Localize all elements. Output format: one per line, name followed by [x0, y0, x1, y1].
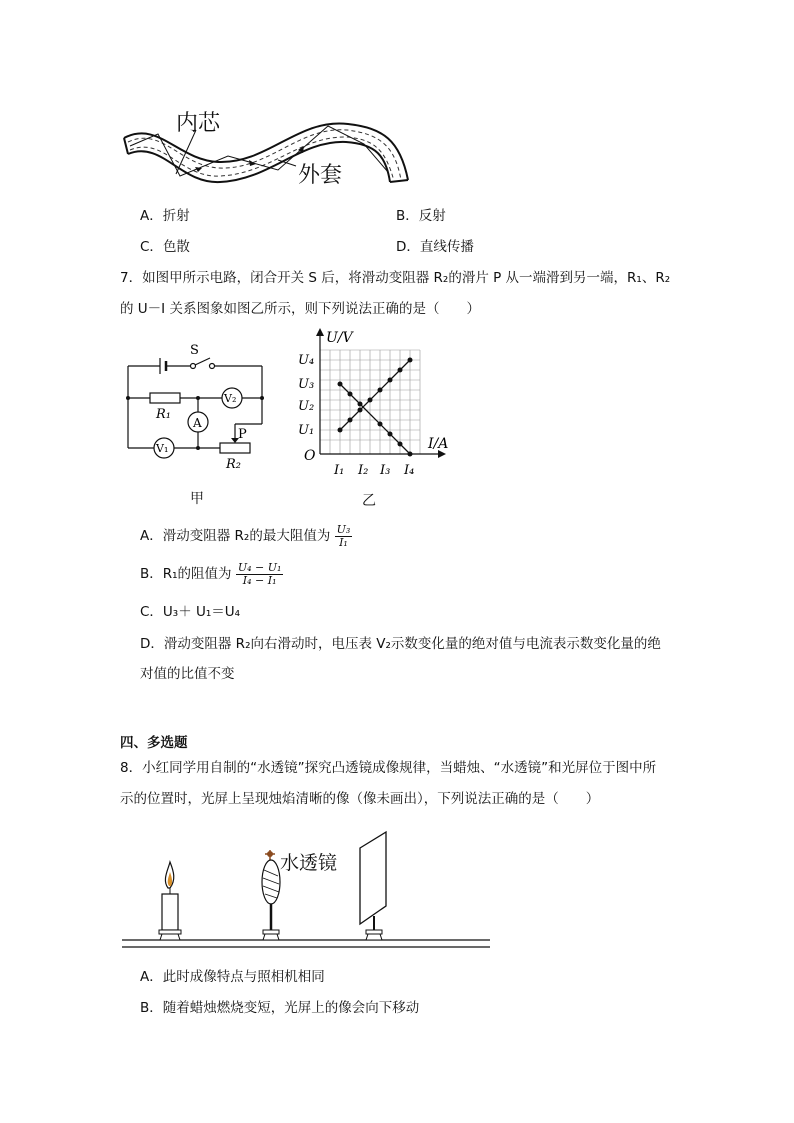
- cladding-label: 外套: [298, 163, 343, 188]
- circuit-caption: 甲: [190, 491, 204, 507]
- q7-option-a[interactable]: A．滑动变阻器 R₂的最大阻值为 $\frac{\text{U₃}}{\text{I₁}}$: [140, 522, 351, 549]
- q6-option-b[interactable]: B．反射: [396, 208, 446, 224]
- core-label: 内芯: [176, 111, 221, 136]
- q7-option-d-line1[interactable]: D．滑动变阻器 R₂向右滑动时，电压表 V₂示数变化量的绝对值与电流表示数变化量的绝: [140, 636, 661, 652]
- v1-label: V₁: [156, 442, 169, 455]
- section-heading: 四、多选题: [120, 735, 188, 751]
- q7-stem-line1: 7．如图甲所示电路，闭合开关 S 后，将滑动变阻器 R₂的滑片 P 从一端滑到另一端，R₁、R₂: [120, 270, 671, 286]
- x-tick-i3: I₃: [380, 463, 391, 478]
- slider-label: P: [238, 427, 247, 442]
- r1-label: R₁: [156, 407, 171, 422]
- ammeter-label: A: [193, 416, 202, 430]
- q8-option-a[interactable]: A．此时成像特点与照相机相同: [140, 969, 325, 985]
- optical-fiber-figure: [118, 100, 418, 195]
- optical-bench-figure: [118, 820, 498, 955]
- fraction-a: $\frac{\text{U₃}}{\text{I₁}}$: [336, 522, 351, 549]
- y-tick-u4: U₄: [298, 353, 315, 368]
- q7-option-c[interactable]: C．U₃＋ U₁＝U₄: [140, 604, 241, 620]
- x-tick-i4: I₄: [404, 463, 415, 478]
- lens-label: 水透镜: [280, 852, 338, 874]
- graph-caption: 乙: [362, 493, 376, 509]
- q7-stem-line2: 的 U－I 关系图象如图乙所示，则下列说法正确的是（ ）: [120, 301, 480, 317]
- switch-label: S: [190, 343, 199, 358]
- ui-graph: [292, 326, 462, 486]
- q8-stem-line2: 示的位置时，光屏上呈现烛焰清晰的像（像未画出），下列说法正确的是（ ）: [120, 791, 600, 807]
- circuit-diagram: [120, 340, 270, 470]
- r2-label: R₂: [226, 457, 241, 470]
- q6-option-c[interactable]: C．色散: [140, 239, 190, 255]
- q6-option-a[interactable]: A．折射: [140, 208, 190, 224]
- q7-option-d-line2: 对值的比值不变: [140, 666, 235, 682]
- q8-stem-line1: 8．小红同学用自制的“水透镜”探究凸透镜成像规律，当蜡烛、“水透镜”和光屏位于图中所: [120, 760, 657, 776]
- q6-option-d[interactable]: D．直线传播: [396, 239, 474, 255]
- y-tick-u3: U₃: [298, 377, 315, 392]
- q8-option-b[interactable]: B．随着蜡烛燃烧变短，光屏上的像会向下移动: [140, 1000, 420, 1016]
- q7-option-b[interactable]: B．R₁的阻值为 $\frac{\text{U₄ − U₁}}{\text{I₄ − I₁}}$: [140, 560, 282, 587]
- x-axis-label: I/A: [428, 436, 449, 452]
- y-tick-u1: U₁: [298, 423, 315, 438]
- v2-label: V₂: [224, 392, 237, 405]
- x-tick-i2: I₂: [358, 463, 369, 478]
- fraction-b: $\frac{\text{U₄ − U₁}}{\text{I₄ − I₁}}$: [237, 560, 282, 587]
- y-axis-label: U/V: [326, 330, 353, 346]
- y-tick-u2: U₂: [298, 399, 315, 414]
- origin-label: O: [304, 448, 316, 464]
- x-tick-i1: I₁: [334, 463, 345, 478]
